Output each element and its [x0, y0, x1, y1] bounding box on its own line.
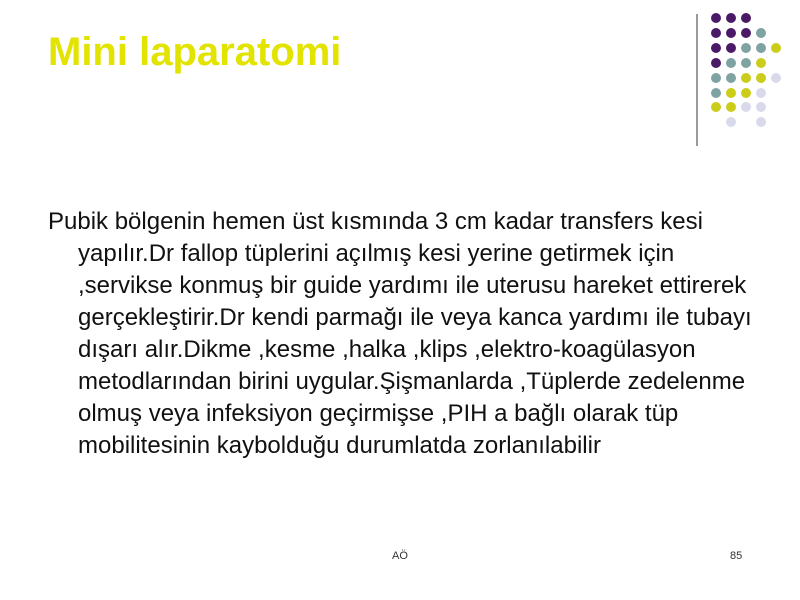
decorative-dot	[711, 73, 721, 83]
decorative-dot	[711, 28, 721, 38]
decorative-dot	[756, 73, 766, 83]
decorative-dot	[726, 28, 736, 38]
decorative-dot	[756, 43, 766, 53]
slide-title: Mini laparatomi	[48, 30, 342, 74]
decorative-dot	[726, 73, 736, 83]
decorative-dot	[726, 43, 736, 53]
decorative-dot	[741, 13, 751, 23]
decorative-dot	[756, 58, 766, 68]
decorative-dot	[771, 43, 781, 53]
decorative-dot	[726, 102, 736, 112]
decorative-dot	[711, 88, 721, 98]
footer-page-number: 85	[730, 550, 743, 562]
decorative-dot	[756, 102, 766, 112]
decorative-dot	[741, 28, 751, 38]
footer-author: AÖ	[392, 550, 408, 562]
decorative-dot	[741, 88, 751, 98]
decorative-dot	[711, 58, 721, 68]
decorative-dot	[771, 73, 781, 83]
slide-body-text: Pubik bölgenin hemen üst kısmında 3 cm kadar transfers kesi yapılır.Dr fallop tüplerini açılmış kesi yerine getirmek için ,servikse konmuş bir guide yardımı ile uterusu hareket ettirerek gerçekleştirir.Dr kendi parmağı ile veya kanca yardımı ile tubayı dışarı alır.Dikme ,kesme ,halka ,klips ,elektro-koagülasyon metodlarından birini uygular.Şişmanlarda ,Tüplerde zedelenme olmuş veya infeksiyon geçirmişse ,PIH a bağlı olarak tüp mobilitesinin kaybolduğu durumlatda zorlanılabilir	[48, 208, 752, 459]
decorative-dot	[711, 102, 721, 112]
decorative-dot	[726, 13, 736, 23]
decorative-dot	[726, 117, 736, 127]
decorative-dot	[741, 102, 751, 112]
decorative-dot	[711, 43, 721, 53]
decorative-dot	[741, 58, 751, 68]
decorative-dot-grid	[0, 0, 800, 150]
decorative-dot	[756, 28, 766, 38]
decorative-dot	[711, 13, 721, 23]
decorative-dot	[741, 73, 751, 83]
decorative-dot	[726, 58, 736, 68]
decorative-dot	[741, 43, 751, 53]
decorative-dot	[726, 88, 736, 98]
decorative-dot	[756, 88, 766, 98]
decorative-dot	[756, 117, 766, 127]
